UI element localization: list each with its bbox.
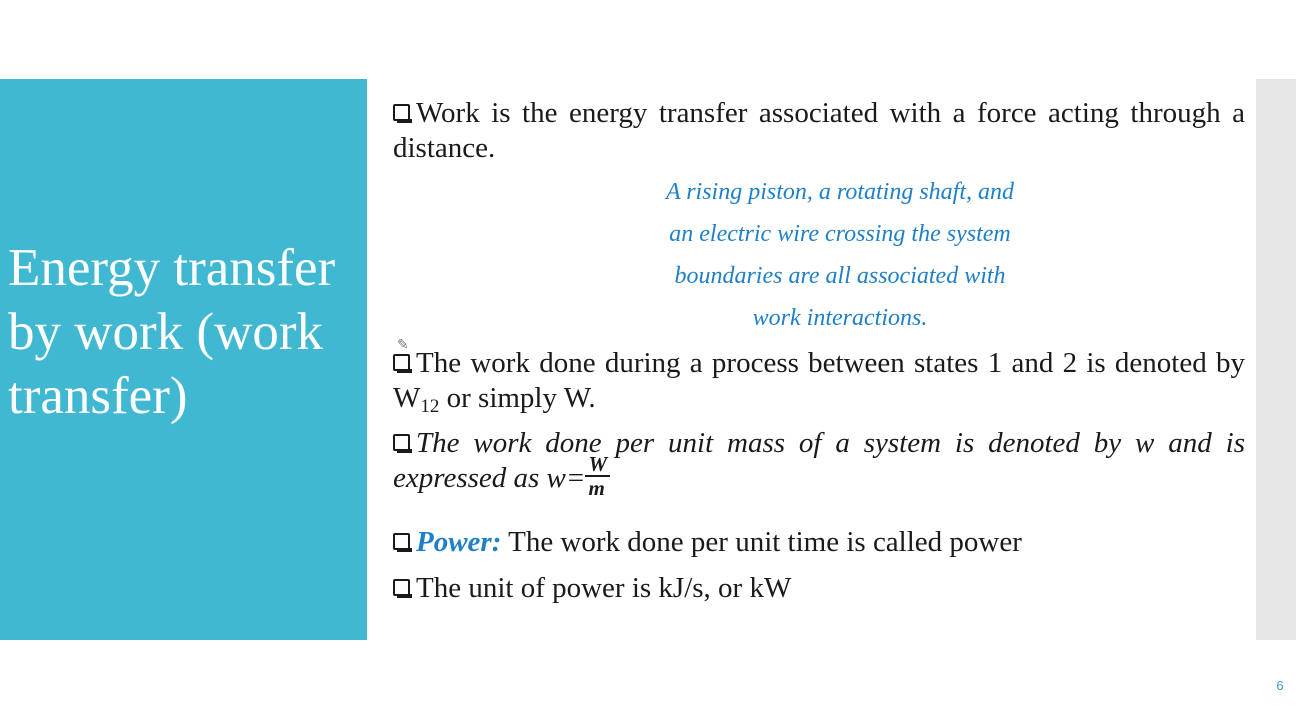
fraction-denominator: m <box>588 476 605 501</box>
bullet-text-pre: The work done during a process between states 1 and 2 is denoted by W <box>393 347 1245 414</box>
bullet-text-post: or simply W. <box>439 382 596 414</box>
bullet-text: The unit of power is kJ/s, or kW <box>416 572 792 604</box>
bullet-text: The work done per unit mass of a system is denoted by w and is expressed as w= <box>393 427 1245 494</box>
checkbox-bullet-icon <box>393 533 410 550</box>
fraction-numerator: W <box>585 453 610 477</box>
quote-line-4: work interactions. <box>752 305 928 331</box>
quote-line-2: an electric wire crossing the system <box>669 221 1011 247</box>
bullet-power-unit <box>393 571 1245 606</box>
bullet-work-definition <box>393 96 1245 166</box>
fraction-w-over-m <box>585 453 610 499</box>
subscript-12: 12 <box>420 396 440 417</box>
bullet-text: The work done per unit time is called power <box>501 526 1022 558</box>
checkbox-bullet-icon <box>393 579 410 596</box>
checkbox-bullet-icon <box>393 354 410 371</box>
slide-title: Energy transfer by work (work transfer) <box>8 239 336 425</box>
right-side-bar <box>1256 79 1296 640</box>
bullet-work-w12 <box>393 346 1245 424</box>
bullet-power-definition <box>393 525 1245 560</box>
quote-line-3: boundaries are all associated with <box>674 263 1006 289</box>
bullet-work-per-mass <box>393 426 1245 499</box>
power-label: Power: <box>416 526 502 558</box>
bullet-text: Work is the energy transfer associated with a force acting through a distance. <box>393 97 1245 164</box>
checkbox-bullet-icon <box>393 434 410 451</box>
quote-line-1: A rising piston, a rotating shaft, and <box>665 179 1015 205</box>
page-number: 6 <box>1276 678 1284 693</box>
checkbox-bullet-icon <box>393 104 410 121</box>
pen-cursor-icon: ✎ <box>397 338 409 353</box>
